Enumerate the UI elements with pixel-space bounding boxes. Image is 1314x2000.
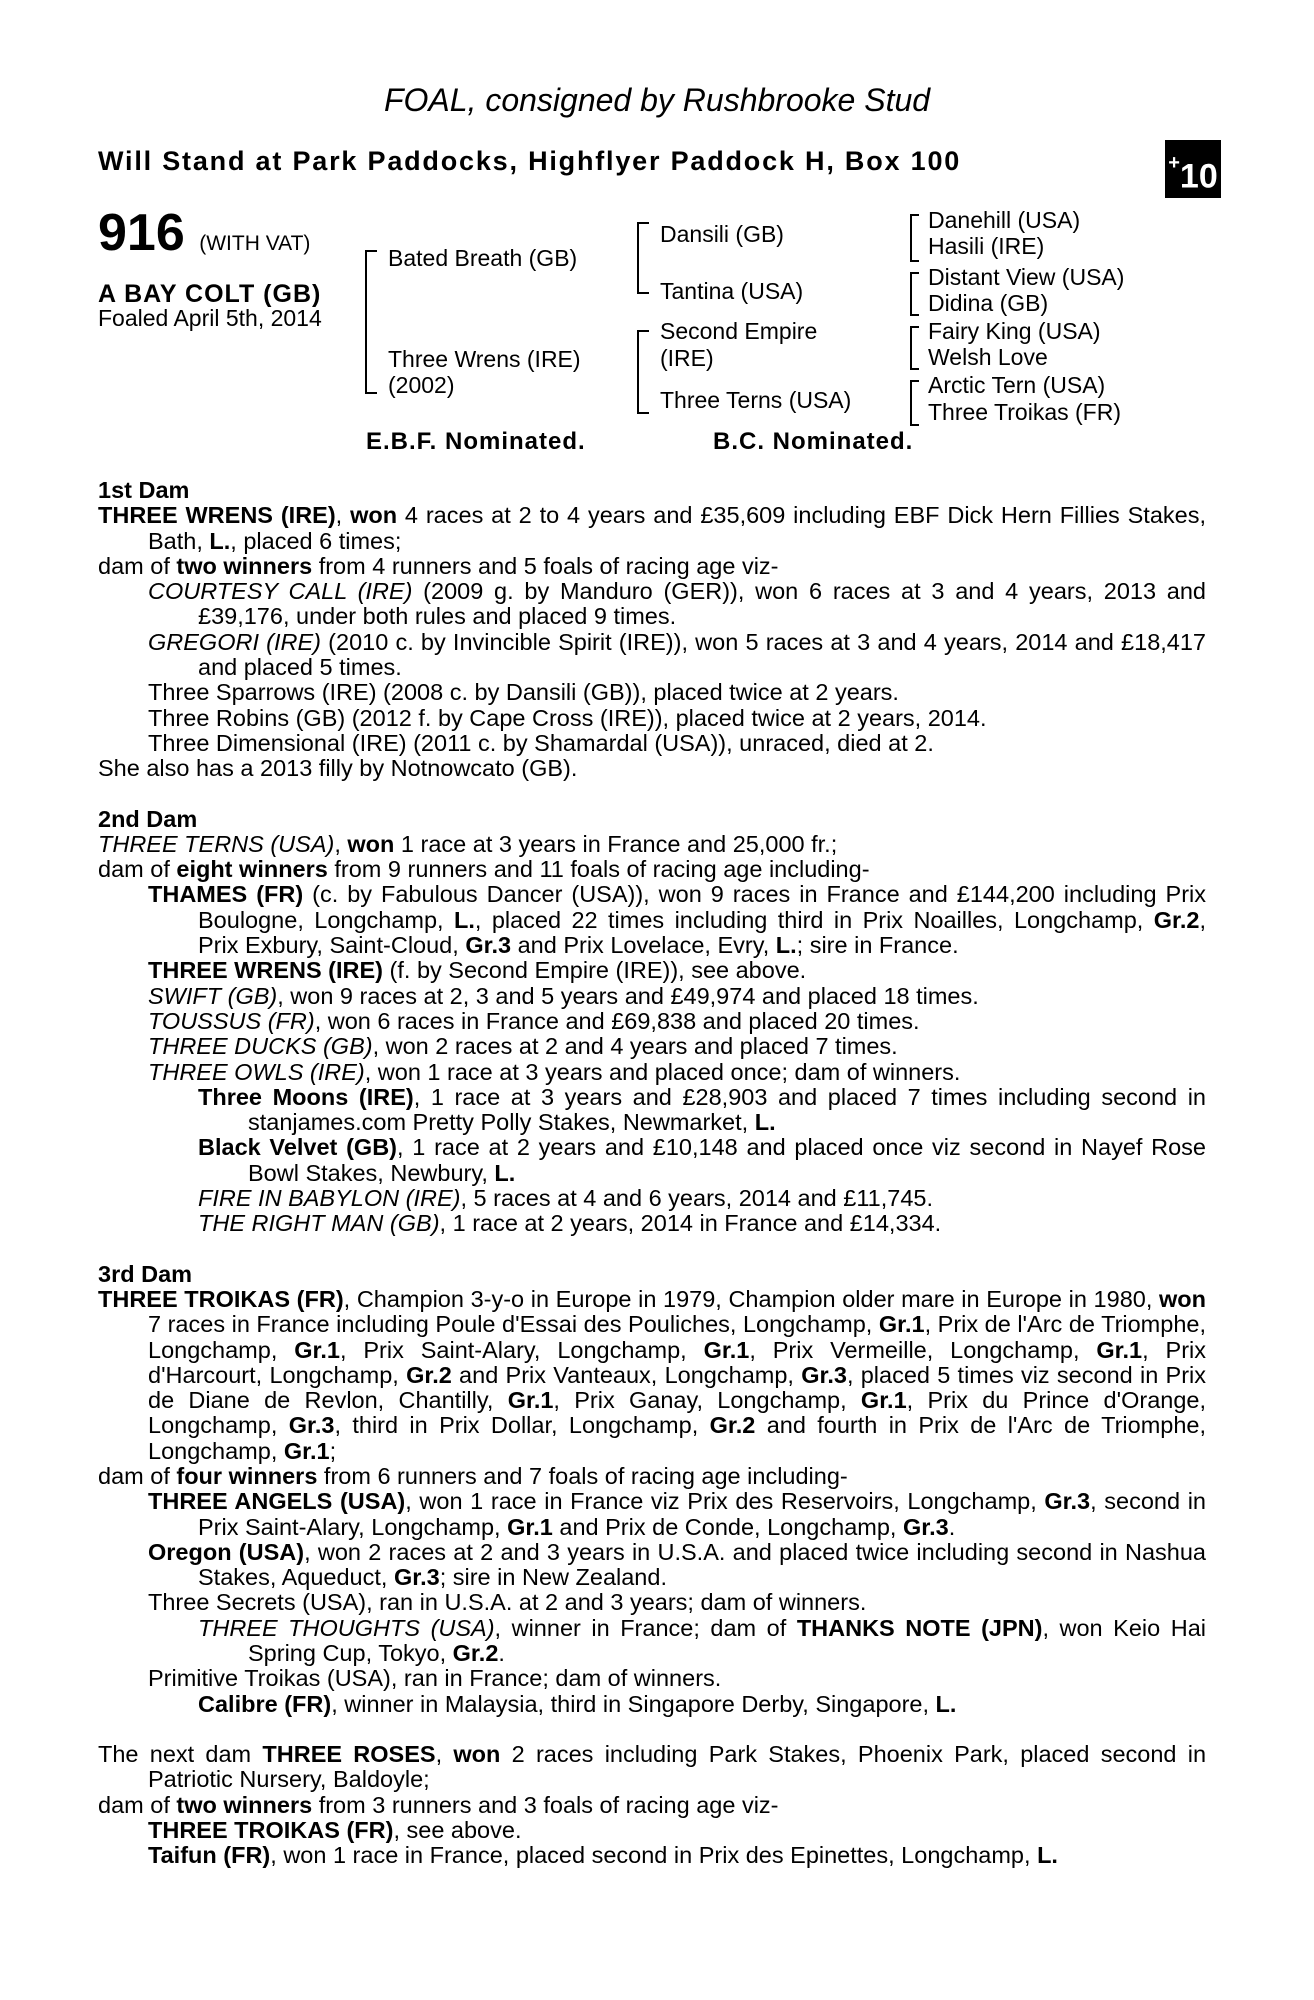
third-dam-g-f: Gr.3	[801, 1361, 847, 1388]
velvet-name: Black Velvet (GB)	[198, 1134, 398, 1161]
angels-c: and Prix de Conde, Longchamp,	[552, 1513, 903, 1540]
third-dam-g-h: Gr.1	[860, 1387, 907, 1414]
pedigree-dsd: Welsh Love	[928, 344, 1048, 370]
third-dam-g-j: Gr.2	[709, 1412, 756, 1439]
oregon-g: Gr.3	[393, 1564, 440, 1591]
thames-text-a: (c. by Fabulous Dancer (USA)), won 9 races in France and £144,200 including Prix Boulogne, Longchamp,	[198, 881, 1206, 933]
third-dam-t12: and fourth in Prix de l'Arc de Triomphe, Longchamp,	[148, 1412, 1207, 1464]
first-dam-produce-2	[98, 630, 1206, 681]
pedigree-sire-dam: Tantina (USA)	[660, 278, 804, 304]
pedigree-dam-name: Three Wrens (IRE)	[388, 346, 581, 372]
pedigree-brace-g3	[910, 326, 919, 370]
location-line: Will Stand at Park Paddocks, Highflyer Paddock H, Box 100	[98, 146, 962, 176]
owls-name: THREE OWLS (IRE)	[148, 1058, 365, 1085]
thoughts-b: , won Keio Hai Spring Cup, Tokyo,	[248, 1614, 1207, 1667]
first-dam-produce-3: Three Sparrows (IRE) (2008 c. by Dansili (GB)), placed twice at 2 years.	[148, 679, 899, 706]
third-dam-g-a: Gr.1	[878, 1311, 925, 1338]
troikas-name: THREE TROIKAS (FR)	[148, 1816, 394, 1843]
produce-2-name: GREGORI (IRE)	[148, 628, 321, 655]
third-dam-t6: , Prix d'Harcourt, Longchamp,	[148, 1336, 1207, 1388]
pedigree-dam-sire-a: Second Empire	[660, 318, 818, 344]
third-dam-damof-rest: from 6 runners and 7 foals of racing age including-	[317, 1462, 848, 1489]
produce-2-text: (2010 c. by Invincible Spirit (IRE)), won 5 races at 3 and 4 years, 2014 and £18,417 and placed 5 times.	[198, 628, 1207, 681]
third-dam-t1: , Champion 3-y-o in Europe in 1979, Champion older mare in Europe in 1980,	[343, 1285, 1159, 1312]
produce-thames	[98, 882, 1206, 958]
third-dam-g-e: Gr.2	[406, 1361, 452, 1388]
second-dam-heading: 2nd Dam	[98, 805, 198, 832]
angels-g1: Gr.3	[1044, 1488, 1091, 1515]
thoughts-a: , winner in France; dam of	[494, 1614, 797, 1641]
third-dam-name: THREE TROIKAS (FR)	[98, 1285, 344, 1312]
next-dam-won: won	[453, 1740, 501, 1767]
thoughts-name: THREE THOUGHTS (USA)	[198, 1614, 495, 1641]
wrens-text: (f. by Second Empire (IRE)), see above.	[383, 957, 807, 984]
taifun-listed: L.	[1037, 1842, 1058, 1869]
produce-three-moons	[98, 1085, 1206, 1136]
first-dam-produce-1	[98, 579, 1206, 630]
toussus-text: , won 6 races in France and £69,838 and placed 20 times.	[314, 1007, 920, 1034]
third-dam-record	[98, 1287, 1206, 1464]
next-dam-damof: dam of	[98, 1791, 177, 1818]
produce-three-angels	[98, 1489, 1206, 1540]
angels-b: , second in Prix Saint-Alary, Longchamp,	[198, 1488, 1206, 1540]
first-dam-winners: two winners	[176, 552, 313, 579]
angels-g3: Gr.3	[902, 1513, 949, 1540]
third-dam-g-c: Gr.1	[703, 1336, 750, 1363]
third-dam-t3: , Prix de l'Arc de Triomphe, Longchamp,	[148, 1311, 1206, 1363]
first-dam-produce-summary	[98, 554, 1206, 579]
produce-taifun	[98, 1843, 1206, 1868]
produce-swift	[98, 984, 1206, 1009]
pedigree-sire: Bated Breath (GB)	[388, 245, 578, 271]
pedigree-sds: Distant View (USA)	[928, 264, 1125, 290]
first-dam-won: won	[350, 502, 398, 529]
moons-name: Three Moons (IRE)	[198, 1083, 414, 1110]
thames-group-3: Gr.3	[465, 932, 512, 959]
third-dam-t9: , Prix Ganay, Longchamp,	[553, 1387, 861, 1414]
first-dam-produce-5: Three Dimensional (IRE) (2011 c. by Shamardal (USA)), unraced, died at 2.	[148, 729, 934, 756]
third-dam-t10: , Prix du Prince d'Orange, Longchamp,	[148, 1387, 1206, 1439]
velvet-listed: L.	[494, 1159, 516, 1186]
oregon-a: , won 2 races at 2 and 3 years in U.S.A. and placed twice including second in Nashua Stakes, Aqueduct,	[198, 1538, 1207, 1591]
ducks-name: THREE DUCKS (GB)	[148, 1033, 373, 1060]
third-dam-t2: 7 races in France including Poule d'Essai des Pouliches, Longchamp,	[148, 1311, 879, 1338]
produce-three-troikas	[98, 1818, 1206, 1843]
pedigree-brace-sire	[637, 222, 649, 294]
produce-three-wrens	[98, 958, 1206, 983]
first-dam-name: THREE WRENS (IRE)	[98, 502, 336, 529]
first-dam-damof: dam of	[98, 552, 177, 579]
second-dam-produce-summary	[98, 857, 1206, 882]
dam-records	[98, 478, 1206, 1868]
next-dam-comma: ,	[435, 1740, 454, 1767]
third-dam-g-k: Gr.1	[283, 1437, 330, 1464]
angels-name: THREE ANGELS (USA)	[148, 1488, 406, 1515]
first-dam-record-text: 4 races at 2 to 4 years and £35,609 including EBF Dick Hern Fillies Stakes, Bath,	[148, 502, 1206, 554]
third-dam-won: won	[1159, 1285, 1206, 1312]
babylon-text: , 5 races at 4 and 6 years, 2014 and £11,745.	[460, 1185, 933, 1212]
first-dam-heading: 1st Dam	[98, 477, 190, 503]
third-dam-g-d: Gr.1	[1096, 1336, 1143, 1363]
pedigree-brace-g2	[910, 272, 919, 316]
rightman-name: THE RIGHT MAN (GB)	[198, 1210, 440, 1237]
lot-number-block	[98, 204, 311, 262]
second-dam-record: THREE TERNS (USA), won 1 race at 3 years in France and 25,000 fr.;	[98, 830, 838, 857]
produce-the-right-man	[98, 1211, 1206, 1236]
second-dam-winners: eight winners	[176, 856, 328, 883]
page-badge	[1165, 140, 1221, 198]
bc-nominated: B.C. Nominated.	[713, 428, 914, 455]
produce-primitive-troikas: Primitive Troikas (USA), ran in France; dam of winners.	[148, 1665, 722, 1692]
third-dam-t7: and Prix Vanteaux, Longchamp,	[451, 1361, 802, 1388]
pedigree-brace-main	[365, 250, 377, 394]
produce-1-text: (2009 g. by Manduro (GER)), won 6 races at 3 and 4 years, 2013 and £39,176, under both rules and placed 9 times.	[198, 578, 1206, 630]
ducks-text: , won 2 races at 2 and 4 years and placed 7 times.	[372, 1033, 898, 1060]
produce-calibre	[98, 1692, 1206, 1717]
toussus-name: TOUSSUS (FR)	[148, 1007, 315, 1034]
consignor-line: FOAL, consigned by Rushbrooke Stud	[383, 82, 931, 118]
thames-text-e: ; sire in France.	[796, 932, 959, 959]
third-dam-t11: , third in Prix Dollar, Longchamp,	[334, 1412, 710, 1439]
third-dam-g-b: Gr.1	[294, 1336, 340, 1363]
pedigree-ddd: Three Troikas (FR)	[928, 399, 1121, 425]
rightman-text: , 1 race at 2 years, 2014 in France and £14,334.	[439, 1210, 942, 1237]
calibre-a: , winner in Malaysia, third in Singapore Derby, Singapore,	[331, 1690, 936, 1717]
badge-number: 10	[1179, 157, 1218, 196]
pedigree-dam-sire-b: (IRE)	[660, 345, 714, 371]
pedigree-sss: Danehill (USA)	[928, 207, 1081, 233]
next-dam-winners: two winners	[176, 1791, 313, 1818]
thames-listed-2: L.	[775, 932, 797, 959]
pedigree-brace-dam	[637, 330, 649, 414]
lot-title: A BAY COLT (GB)	[98, 280, 322, 308]
calibre-listed: L.	[935, 1690, 957, 1717]
angels-a: , won 1 race in France viz Prix des Reservoirs, Longchamp,	[405, 1488, 1045, 1515]
babylon-name: FIRE IN BABYLON (IRE)	[198, 1185, 461, 1212]
moons-listed: L.	[754, 1109, 776, 1136]
pedigree-dds: Arctic Tern (USA)	[928, 372, 1106, 398]
badge-plus: +	[1168, 152, 1180, 174]
troikas-text: , see above.	[393, 1816, 522, 1843]
pedigree-dam-year: (2002)	[388, 372, 455, 398]
third-dam-t13: ;	[329, 1437, 337, 1464]
next-dam-lead: The next dam	[98, 1740, 263, 1767]
pedigree-sire-sire: Dansili (GB)	[660, 221, 784, 247]
thames-group-2: Gr.2	[1153, 906, 1200, 933]
next-dam-produce-summary	[98, 1793, 1206, 1818]
moons-text: , 1 race at 3 years and £28,903 and placed 7 times including second in stanjames.com Pretty Polly Stakes, Newmarket,	[248, 1083, 1206, 1136]
third-dam-produce-summary	[98, 1464, 1206, 1489]
next-dam-name: THREE ROSES	[262, 1740, 436, 1767]
first-dam-record: THREE WRENS (IRE), won 4 races at 2 to 4 years and £35,609 including EBF Dick Hern Fillies Stakes, Bath, L., placed 6 times;	[98, 502, 1206, 554]
thames-text-d: and Prix Lovelace, Evry,	[511, 932, 776, 959]
first-dam-listed: L.	[209, 527, 231, 554]
produce-toussus	[98, 1009, 1206, 1034]
owls-text: , won 1 race at 3 years and placed once; dam of winners.	[364, 1058, 961, 1085]
third-dam-t5: , Prix Vermeille, Longchamp,	[749, 1336, 1097, 1363]
swift-text: , won 9 races at 2, 3 and 5 years and £49,974 and placed 18 times.	[277, 982, 979, 1009]
produce-three-thoughts	[98, 1616, 1206, 1667]
produce-1-name: COURTESY CALL (IRE)	[148, 578, 413, 605]
produce-black-velvet	[98, 1135, 1206, 1186]
second-dam-damof: dam of	[98, 856, 177, 883]
first-dam-produce-4: Three Robins (GB) (2012 f. by Cape Cross (IRE)), placed twice at 2 years, 2014.	[148, 704, 987, 731]
lot-foaled: Foaled April 5th, 2014	[98, 305, 322, 331]
swift-name: SWIFT (GB)	[148, 982, 278, 1009]
produce-fire-in-babylon	[98, 1186, 1206, 1211]
third-dam-winners: four winners	[176, 1462, 318, 1489]
oregon-b: ; sire in New Zealand.	[439, 1564, 667, 1591]
thames-listed-1: L.	[454, 906, 475, 933]
thames-name: THAMES (FR)	[148, 881, 304, 908]
pedigree-sdd: Didina (GB)	[928, 290, 1049, 316]
first-dam-damof-rest: from 4 runners and 5 foals of racing age viz-	[312, 552, 779, 579]
second-dam-name: THREE TERNS (USA)	[98, 830, 335, 857]
pedigree-dss: Fairy King (USA)	[928, 318, 1101, 344]
calibre-name: Calibre (FR)	[198, 1690, 332, 1717]
produce-three-owls	[98, 1060, 1206, 1085]
taifun-text: , won 1 race in France, placed second in Prix des Epinettes, Longchamp,	[270, 1842, 1038, 1869]
second-dam-record-text: 1 race at 3 years in France and 25,000 fr.;	[394, 830, 838, 857]
lot-number: 916	[98, 204, 185, 262]
next-dam-damof-rest: from 3 runners and 3 foals of racing age viz-	[312, 1791, 779, 1818]
pedigree-brace-g1	[910, 214, 919, 262]
third-dam-t8: , placed 5 times viz second in Prix de Diane de Revlon, Chantilly,	[148, 1361, 1206, 1414]
thoughts-c: .	[498, 1640, 505, 1667]
second-dam-won: won	[347, 830, 395, 857]
angels-g2: Gr.1	[507, 1513, 553, 1540]
angels-d: .	[948, 1513, 956, 1540]
thames-text-b: , placed 22 times including third in Prix Noailles, Longchamp,	[474, 906, 1154, 933]
second-dam-damof-rest: from 9 runners and 11 foals of racing age including-	[327, 856, 870, 883]
produce-three-secrets: Three Secrets (USA), ran in U.S.A. at 2 and 3 years; dam of winners.	[148, 1589, 867, 1616]
thames-text-c: , Prix Exbury, Saint-Cloud,	[198, 906, 1206, 959]
pedigree-ssd: Hasili (IRE)	[928, 233, 1045, 259]
third-dam-g-i: Gr.3	[288, 1412, 335, 1439]
velvet-text: , 1 race at 2 years and £10,148 and placed once viz second in Nayef Rose Bowl Stakes, Newbury,	[248, 1134, 1207, 1186]
produce-oregon	[98, 1540, 1206, 1591]
oregon-name: Oregon (USA)	[148, 1538, 305, 1565]
pedigree-brace-g4	[910, 380, 919, 426]
third-dam-heading: 3rd Dam	[98, 1260, 193, 1287]
next-dam-text: 2 races including Park Stakes, Phoenix Park, placed second in Patriotic Nursery, Baldoyle;	[148, 1740, 1207, 1793]
produce-three-ducks	[98, 1034, 1206, 1059]
thanks-note-name: THANKS NOTE (JPN)	[796, 1614, 1043, 1641]
ebf-nominated: E.B.F. Nominated.	[366, 428, 586, 455]
lot-vat: (WITH VAT)	[199, 232, 311, 255]
first-dam-also: She also has a 2013 filly by Notnowcato (GB).	[98, 755, 578, 782]
third-dam-damof: dam of	[98, 1462, 177, 1489]
pedigree-dam-dam: Three Terns (USA)	[660, 387, 852, 413]
third-dam-g-g: Gr.1	[507, 1387, 554, 1414]
next-dam-record	[98, 1742, 1206, 1793]
taifun-name: Taifun (FR)	[148, 1842, 271, 1869]
first-dam-placed: , placed 6 times;	[230, 527, 402, 554]
wrens-name: THREE WRENS (IRE)	[148, 957, 383, 984]
thoughts-g: Gr.2	[452, 1640, 499, 1667]
third-dam-t4: , Prix Saint-Alary, Longchamp,	[339, 1336, 704, 1363]
